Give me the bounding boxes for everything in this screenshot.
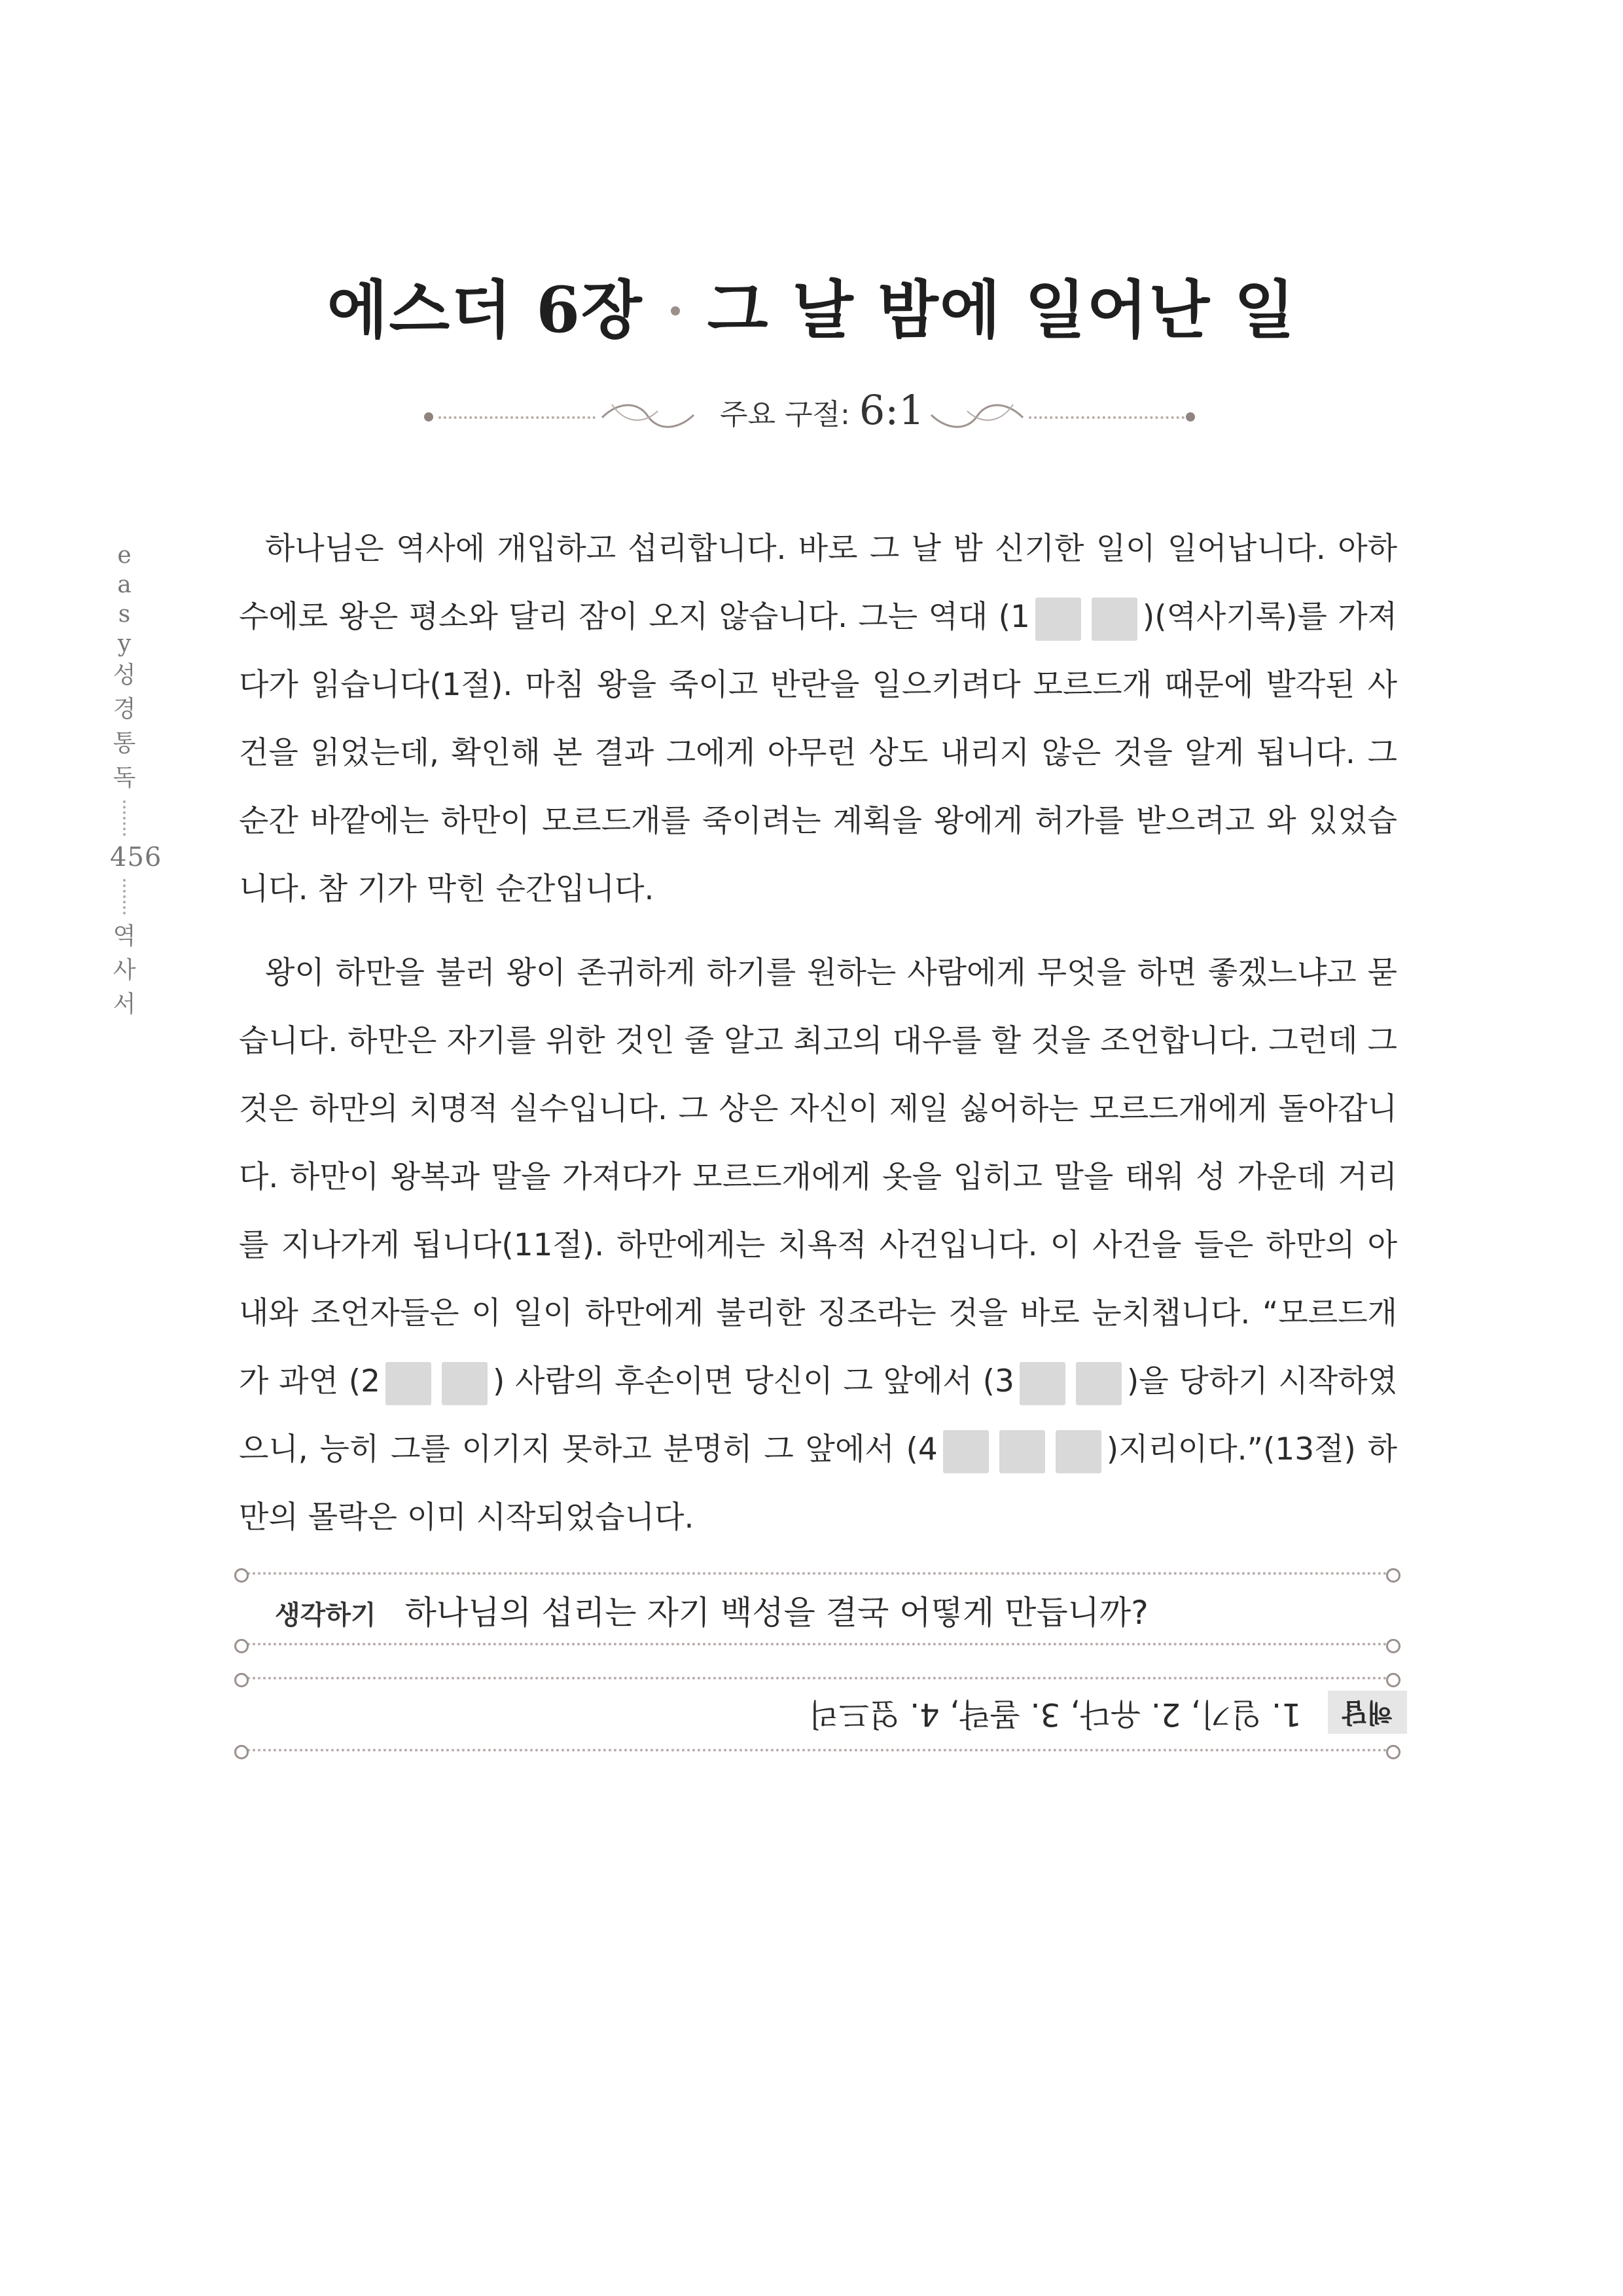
paragraph-text: )지리이다.”(13절) 하만의 몰락은 이미 시작되었습니다. xyxy=(239,1431,1397,1535)
divider-rule xyxy=(242,1643,1393,1645)
page-number: 456 xyxy=(110,842,162,872)
answer-label: 해답 xyxy=(1328,1691,1407,1734)
series-letter: 독 xyxy=(113,764,136,791)
key-verse-label: 주요 구절: xyxy=(720,398,850,431)
paragraph-text: )(역사기록)를 가져다가 읽습니다(1절). 마침 왕을 죽이고 반란을 일으키려다 모르드개 때문에 발각된 사건을 읽었는데, 확인해 본 결과 그에게 아무런 상도 내리지 않은 것을 알게 됩니다. 그 순간 바깥에는 하만이 모르드개를 죽이려는 계획을 왕에게 허가를 받으려고 와 있었습니다. 참 기가 막힌 순간입니다. xyxy=(239,599,1397,907)
chapter-title-sub: 그 날 밤에 일어난 일 xyxy=(707,273,1296,347)
sidebar-divider xyxy=(123,800,126,836)
answer-blank xyxy=(385,1362,431,1405)
answer-blank xyxy=(1076,1362,1122,1405)
series-letter: 통 xyxy=(113,730,136,757)
ornament-line-right xyxy=(1029,416,1185,419)
chapter-title-main: 에스더 6장 xyxy=(327,273,643,347)
answer-key-upside-down xyxy=(779,1685,1407,1744)
series-letter: 성 xyxy=(113,662,136,689)
answer-text: 1. 일기, 2. 유다, 3. 몰락, 4. 엎드리 xyxy=(808,1696,1302,1732)
reflection-text: 하나님의 섭리는 자기 백성을 결국 어떻게 만듭니까? xyxy=(404,1594,1149,1632)
paragraph-text: ) 사람의 후손이면 당신이 그 앞에서 (3 xyxy=(493,1363,1014,1399)
series-letter: 경 xyxy=(113,696,136,723)
flourish-left-icon xyxy=(599,398,697,435)
series-letter: y xyxy=(117,630,132,657)
series-letter: e xyxy=(117,542,132,569)
sidebar-divider xyxy=(123,879,126,914)
reflection-question xyxy=(275,1587,1149,1634)
series-letter: a xyxy=(117,571,132,598)
body-paragraph xyxy=(239,515,1397,924)
reflection-label: 생각하기 xyxy=(275,1600,376,1630)
divider-rule xyxy=(242,1572,1393,1575)
chapter-title xyxy=(0,260,1623,350)
paragraph-text: 왕이 하만을 불러 왕이 존귀하게 하기를 원하는 사람에게 무엇을 하면 좋겠느냐고 묻습니다. 하만은 자기를 위한 것인 줄 알고 최고의 대우를 할 것을 조언합니다. 그런데 그것은 하만의 치명적 실수입니다. 그 상은 자신이 제일 싫어하는 모르드개에게 돌아갑니다. 하만이 왕복과 말을 가져다가 모르드개에게 옷을 입히고 말을 태워 성 가운데 거리를 지나가게 됩니다(11절). 하만에게는 치욕적 사건입니다. 이 사건을 들은 하만의 아내와 조언자들은 이 일이 하만에게 불리한 징조라는 것을 바로 눈치챕니다. “모르드개가 과연 (2 xyxy=(239,955,1397,1399)
answer-blank xyxy=(999,1430,1045,1473)
paragraph-text: )을 당하기 시작하였으니, 능히 그를 이기지 못하고 분명히 그 앞에서 (4 xyxy=(239,1363,1398,1467)
answer-blank xyxy=(442,1362,488,1405)
section-letter: 서 xyxy=(113,991,136,1018)
key-verse-ref: 6:1 xyxy=(859,386,925,434)
section-letter: 사 xyxy=(113,956,136,984)
answer-blank xyxy=(1020,1362,1065,1405)
section-letter: 역 xyxy=(113,922,136,950)
body-paragraph xyxy=(239,939,1397,1552)
series-letter: s xyxy=(118,601,131,628)
ornament-bead-right xyxy=(1186,412,1195,422)
ornament-line-left xyxy=(438,416,596,419)
answer-blank xyxy=(1092,598,1137,641)
divider-rule xyxy=(242,1677,1393,1679)
key-verse-banner xyxy=(0,386,1623,432)
answer-blank xyxy=(1035,598,1081,641)
paragraph-text: 하나님은 역사에 개입하고 섭리합니다. 바로 그 날 밤 신기한 일이 일어납니다. 아하수에로 왕은 평소와 달리 잠이 오지 않습니다. 그는 역대 (1 xyxy=(239,531,1397,635)
ornament-bead-left xyxy=(424,412,433,422)
answer-blank xyxy=(943,1430,989,1473)
title-separator-dot xyxy=(671,306,680,315)
answer-blank xyxy=(1056,1430,1101,1473)
key-verse xyxy=(720,386,925,434)
flourish-right-icon xyxy=(928,398,1026,435)
divider-rule xyxy=(242,1749,1393,1751)
page-sidebar xyxy=(110,541,162,1022)
body-text xyxy=(239,515,1397,1568)
